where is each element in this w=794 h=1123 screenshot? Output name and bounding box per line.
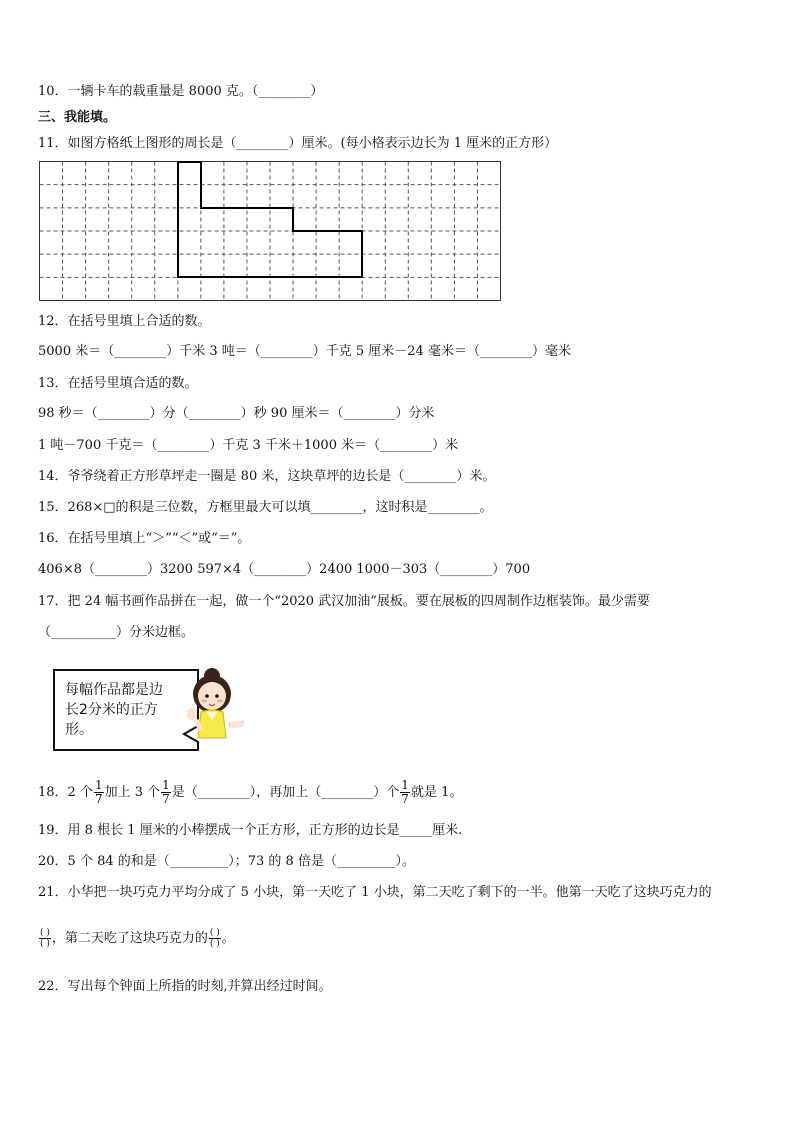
frac-den: ( ) [40, 939, 50, 949]
question-13-line-1: 98 秒＝（________）分（________）秒 90 厘米＝（________）分米 [38, 406, 435, 421]
grid-figure [39, 161, 503, 303]
q18-part-d: 就是 1。 [410, 785, 463, 800]
question-16-title: 16．在括号里填上“＞”“＜”或“＝”。 [38, 531, 251, 546]
frac-num: 1 [94, 778, 103, 792]
speech-line-3: 形。 [65, 722, 93, 738]
question-21-line-2 [38, 926, 235, 952]
question-14: 14．爷爷绕着正方形草坪走一圈是 80 米，这块草坪的边长是（________）米。 [38, 469, 496, 484]
frac-num: ( ) [40, 928, 50, 938]
section-heading: 三、我能填。 [38, 110, 117, 125]
frac-num: ( ) [209, 928, 220, 938]
question-20: 20．5 个 84 的和是（_________）；73 的 8 倍是（_________）。 [38, 854, 415, 869]
speech-line-2: 长2分米的正方 [65, 702, 158, 718]
question-11: 11．如图方格纸上图形的周长是（________）厘米。(每小格表示边长为 1 厘米的正方形） [38, 136, 558, 151]
frac-num: 1 [162, 778, 170, 792]
question-13-title: 13．在括号里填合适的数。 [38, 376, 198, 391]
speech-bubble-text [65, 680, 163, 740]
question-12-title: 12．在括号里填上合适的数。 [38, 314, 211, 329]
question-17-line-2: （__________）分米边框。 [38, 625, 195, 640]
speech-line-1: 每幅作品都是边 [65, 682, 163, 698]
frac-den: 7 [94, 792, 103, 806]
frac-den: ( ) [209, 939, 220, 949]
question-17-line-1: 17．把 24 幅书画作品拼在一起，做一个“2020 武汉加油”展板。要在展板的四周制作边框装饰。最少需要 [38, 594, 650, 609]
question-10: 10．一辆卡车的载重量是 8000 克。（________） [38, 84, 324, 99]
q18-part-c: 是（________），再加上（________）个 [171, 785, 400, 800]
question-22: 22．写出每个钟面上所指的时刻,并算出经过时间。 [38, 979, 332, 994]
question-21-line-1: 21．小华把一块巧克力平均分成了 5 小块，第一天吃了 1 小块，第二天吃了剩下的一半。他第一天吃了这块巧克力的 [38, 885, 712, 900]
q18-part-a: 18．2 个 [38, 785, 93, 800]
fraction-one-seventh [400, 779, 410, 806]
frac-num: 1 [401, 778, 409, 792]
question-15: 15．268×□的积是三位数，方框里最大可以填________，这时积是________。 [38, 500, 493, 515]
q21-mid: ，第二天吃了这块巧克力的 [51, 931, 208, 946]
fraction-one-seventh [161, 779, 171, 806]
frac-den: 7 [401, 792, 409, 806]
q18-part-b: 加上 3 个 [104, 785, 161, 800]
fraction-blank [39, 928, 51, 949]
question-19: 19．用 8 根长 1 厘米的小棒摆成一个正方形，正方形的边长是_____厘米. [38, 823, 463, 838]
q21-end: 。 [221, 931, 235, 946]
fraction-blank [209, 928, 221, 949]
question-16-line: 406×8（________）3200 597×4（________）2400 1000－303（________）700 [38, 562, 531, 577]
question-18 [38, 776, 462, 810]
question-13-line-2: 1 吨－700 千克＝（________）千克 3 千米＋1000 米＝（________）米 [38, 438, 459, 453]
fraction-one-seventh [94, 779, 104, 806]
girl-illustration [182, 664, 248, 742]
question-12-line: 5000 米＝（________）千米 3 吨＝（________）千克 5 厘米－24 毫米＝（________）毫米 [38, 344, 571, 359]
frac-den: 7 [162, 792, 170, 806]
